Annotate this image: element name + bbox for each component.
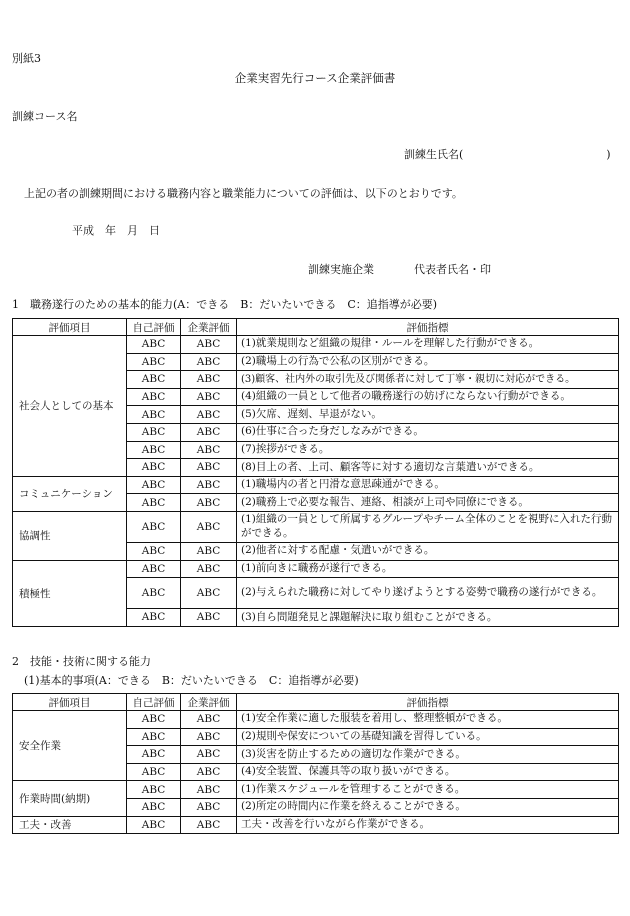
section2-subheading: (1)基本的事項(A：できる B：だいたいできる C：追指導が必要) [24,674,359,687]
self-eval-cell: ABC [127,388,181,406]
header-company-eval: 企業評価 [181,319,237,336]
indicator-cell: (1)前向きに職務が遂行できる。 [237,560,619,578]
table-row [13,336,619,354]
company-eval-cell: ABC [181,578,237,609]
self-eval-cell: ABC [127,494,181,512]
self-eval-cell: ABC [127,711,181,729]
company-eval-cell: ABC [181,763,237,781]
indicator-cell: (2)与えられた職務に対してやり遂げようとする姿勢で職務の遂行ができる。 [237,578,619,609]
self-eval-cell: ABC [127,353,181,371]
header-eval-item: 評価項目 [13,694,127,711]
indicator-cell: (1)就業規則など組織の規律・ルールを理解した行動ができる。 [237,336,619,354]
company-eval-cell: ABC [181,441,237,459]
indicator-cell: (3)自ら問題発見と課題解決に取り組むことができる。 [237,609,619,627]
representative-label: 代表者氏名・印 [414,263,491,276]
self-eval-cell: ABC [127,476,181,494]
indicator-cell: (4)安全装置、保護具等の取り扱いができる。 [237,763,619,781]
indicator-cell: (3)顧客、社内外の取引先及び関係者に対して丁寧・親切に対応ができる。 [237,371,619,389]
indicator-cell: (1)職場内の者と円滑な意思疎通ができる。 [237,476,619,494]
table-row [13,781,619,799]
company-eval-cell: ABC [181,816,237,834]
category-cell: コミュニケーション [13,476,127,511]
category-cell: 作業時間(納期) [13,781,127,816]
table-header-row [13,319,619,336]
company-eval-cell: ABC [181,406,237,424]
indicator-cell: (1)安全作業に適した服装を着用し、整理整頓ができる。 [237,711,619,729]
category-cell: 協調性 [13,511,127,560]
indicator-cell: (1)作業スケジュールを管理することができる。 [237,781,619,799]
company-eval-cell: ABC [181,511,237,542]
self-eval-cell: ABC [127,560,181,578]
self-eval-cell: ABC [127,441,181,459]
header-indicator: 評価指標 [237,319,619,336]
header-self-eval: 自己評価 [127,694,181,711]
intro-text: 上記の者の訓練期間における職務内容と職業能力についての評価は、以下のとおりです。 [24,187,463,200]
document-title: 企業実習先行コース企業評価書 [234,71,396,85]
company-eval-cell: ABC [181,388,237,406]
table-row [13,511,619,542]
self-eval-cell: ABC [127,406,181,424]
indicator-cell: (3)災害を防止するための適切な作業ができる。 [237,746,619,764]
category-cell: 積極性 [13,560,127,626]
self-eval-cell: ABC [127,781,181,799]
company-eval-cell: ABC [181,728,237,746]
company-label: 訓練実施企業 [308,263,374,276]
company-eval-cell: ABC [181,371,237,389]
self-eval-cell: ABC [127,542,181,560]
basic-ability-table [12,318,619,627]
table-row [13,476,619,494]
indicator-cell: (5)欠席、遅刻、早退がない。 [237,406,619,424]
table-header-row [13,694,619,711]
table-row [13,560,619,578]
header-indicator: 評価指標 [237,694,619,711]
indicator-cell: (8)目上の者、上司、顧客等に対する適切な言葉遣いができる。 [237,459,619,477]
header-eval-item: 評価項目 [13,319,127,336]
header-company-eval: 企業評価 [181,694,237,711]
indicator-cell: (2)規則や保安についての基礎知識を習得している。 [237,728,619,746]
indicator-cell: (2)他者に対する配慮・気遣いができる。 [237,542,619,560]
company-eval-cell: ABC [181,353,237,371]
company-eval-cell: ABC [181,798,237,816]
self-eval-cell: ABC [127,371,181,389]
trainee-name-label: 訓練生氏名( ) [404,148,611,161]
company-eval-cell: ABC [181,609,237,627]
self-eval-cell: ABC [127,578,181,609]
skill-ability-table [12,693,619,834]
category-cell: 安全作業 [13,711,127,781]
category-cell: 工夫・改善 [13,816,127,834]
company-eval-cell: ABC [181,336,237,354]
indicator-cell: (2)職務上で必要な報告、連絡、相談が上司や同僚にできる。 [237,494,619,512]
indicator-cell: (2)職場上の行為で公私の区別ができる。 [237,353,619,371]
company-eval-cell: ABC [181,711,237,729]
self-eval-cell: ABC [127,511,181,542]
category-cell: 社会人としての基本 [13,336,127,477]
self-eval-cell: ABC [127,423,181,441]
self-eval-cell: ABC [127,798,181,816]
self-eval-cell: ABC [127,763,181,781]
self-eval-cell: ABC [127,609,181,627]
company-eval-cell: ABC [181,781,237,799]
self-eval-cell: ABC [127,746,181,764]
self-eval-cell: ABC [127,336,181,354]
self-eval-cell: ABC [127,728,181,746]
indicator-cell: (2)所定の時間内に作業を終えることができる。 [237,798,619,816]
table-row [13,711,619,729]
company-eval-cell: ABC [181,560,237,578]
company-eval-cell: ABC [181,476,237,494]
section2-heading: 2 技能・技術に関する能力 [12,655,151,668]
company-eval-cell: ABC [181,423,237,441]
table-row [13,816,619,834]
indicator-cell: 工夫・改善を行いながら作業ができる。 [237,816,619,834]
indicator-cell: (4)組織の一員として他者の職務遂行の妨げにならない行動ができる。 [237,388,619,406]
indicator-cell: (6)仕事に合った身だしなみができる。 [237,423,619,441]
self-eval-cell: ABC [127,816,181,834]
company-eval-cell: ABC [181,746,237,764]
self-eval-cell: ABC [127,459,181,477]
section1-heading: 1 職務遂行のための基本的能力(A：できる B：だいたいできる C：追指導が必要) [12,298,438,311]
company-eval-cell: ABC [181,494,237,512]
appendix-label: 別紙3 [12,52,41,65]
indicator-cell: (1)組織の一員として所属するグループやチーム全体のことを視野に入れた行動ができる。 [237,511,619,542]
company-eval-cell: ABC [181,459,237,477]
indicator-cell: (7)挨拶ができる。 [237,441,619,459]
company-eval-cell: ABC [181,542,237,560]
course-name-label: 訓練コース名 [12,110,78,123]
date-line: 平成 年 月 日 [72,224,160,237]
header-self-eval: 自己評価 [127,319,181,336]
